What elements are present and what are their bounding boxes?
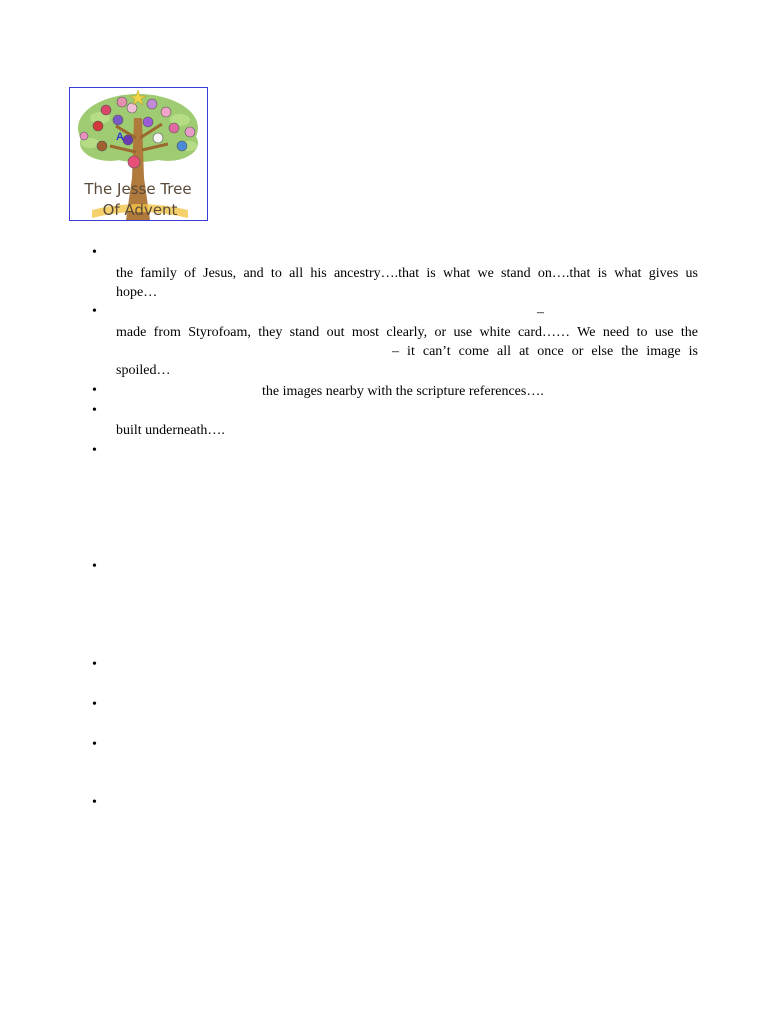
bullet-8: • [92,697,97,712]
paragraph-2-line-1: made from Styrofoam, they stand out most clearly, or use white card…… We need to use the [116,325,698,340]
logo-title-line2: Of Advent [102,201,178,219]
paragraph-4-line-1: built underneath…. [116,423,225,438]
paragraph-1-line-2: hope… [116,285,158,300]
jesse-tree-illustration-icon [70,88,207,220]
bullet-6: • [92,559,97,574]
paragraph-2-line-3: spoiled… [116,363,171,378]
bullet-10: • [92,795,97,810]
paragraph-2-line-2: – it can’t come all at once or else the image is [392,344,698,359]
bullet-2: • [92,304,97,319]
paragraph-1-line-1: the family of Jesus, and to all his ancestry….that is what we stand on….that is what gives us [116,266,698,281]
paragraph-3-line-1: the images nearby with the scripture references…. [262,384,544,399]
bullet-1: • [92,245,97,260]
bullet-3: • [92,383,97,398]
bullet-5: • [92,443,97,458]
bullet-9: • [92,737,97,752]
paragraph-2-dash: – [537,305,544,320]
logo-title-line1: The Jesse Tree [84,180,192,198]
bullet-7: • [92,657,97,672]
jesse-tree-logo [69,87,208,221]
svg-text:A: A [116,131,124,143]
bullet-4: • [92,403,97,418]
